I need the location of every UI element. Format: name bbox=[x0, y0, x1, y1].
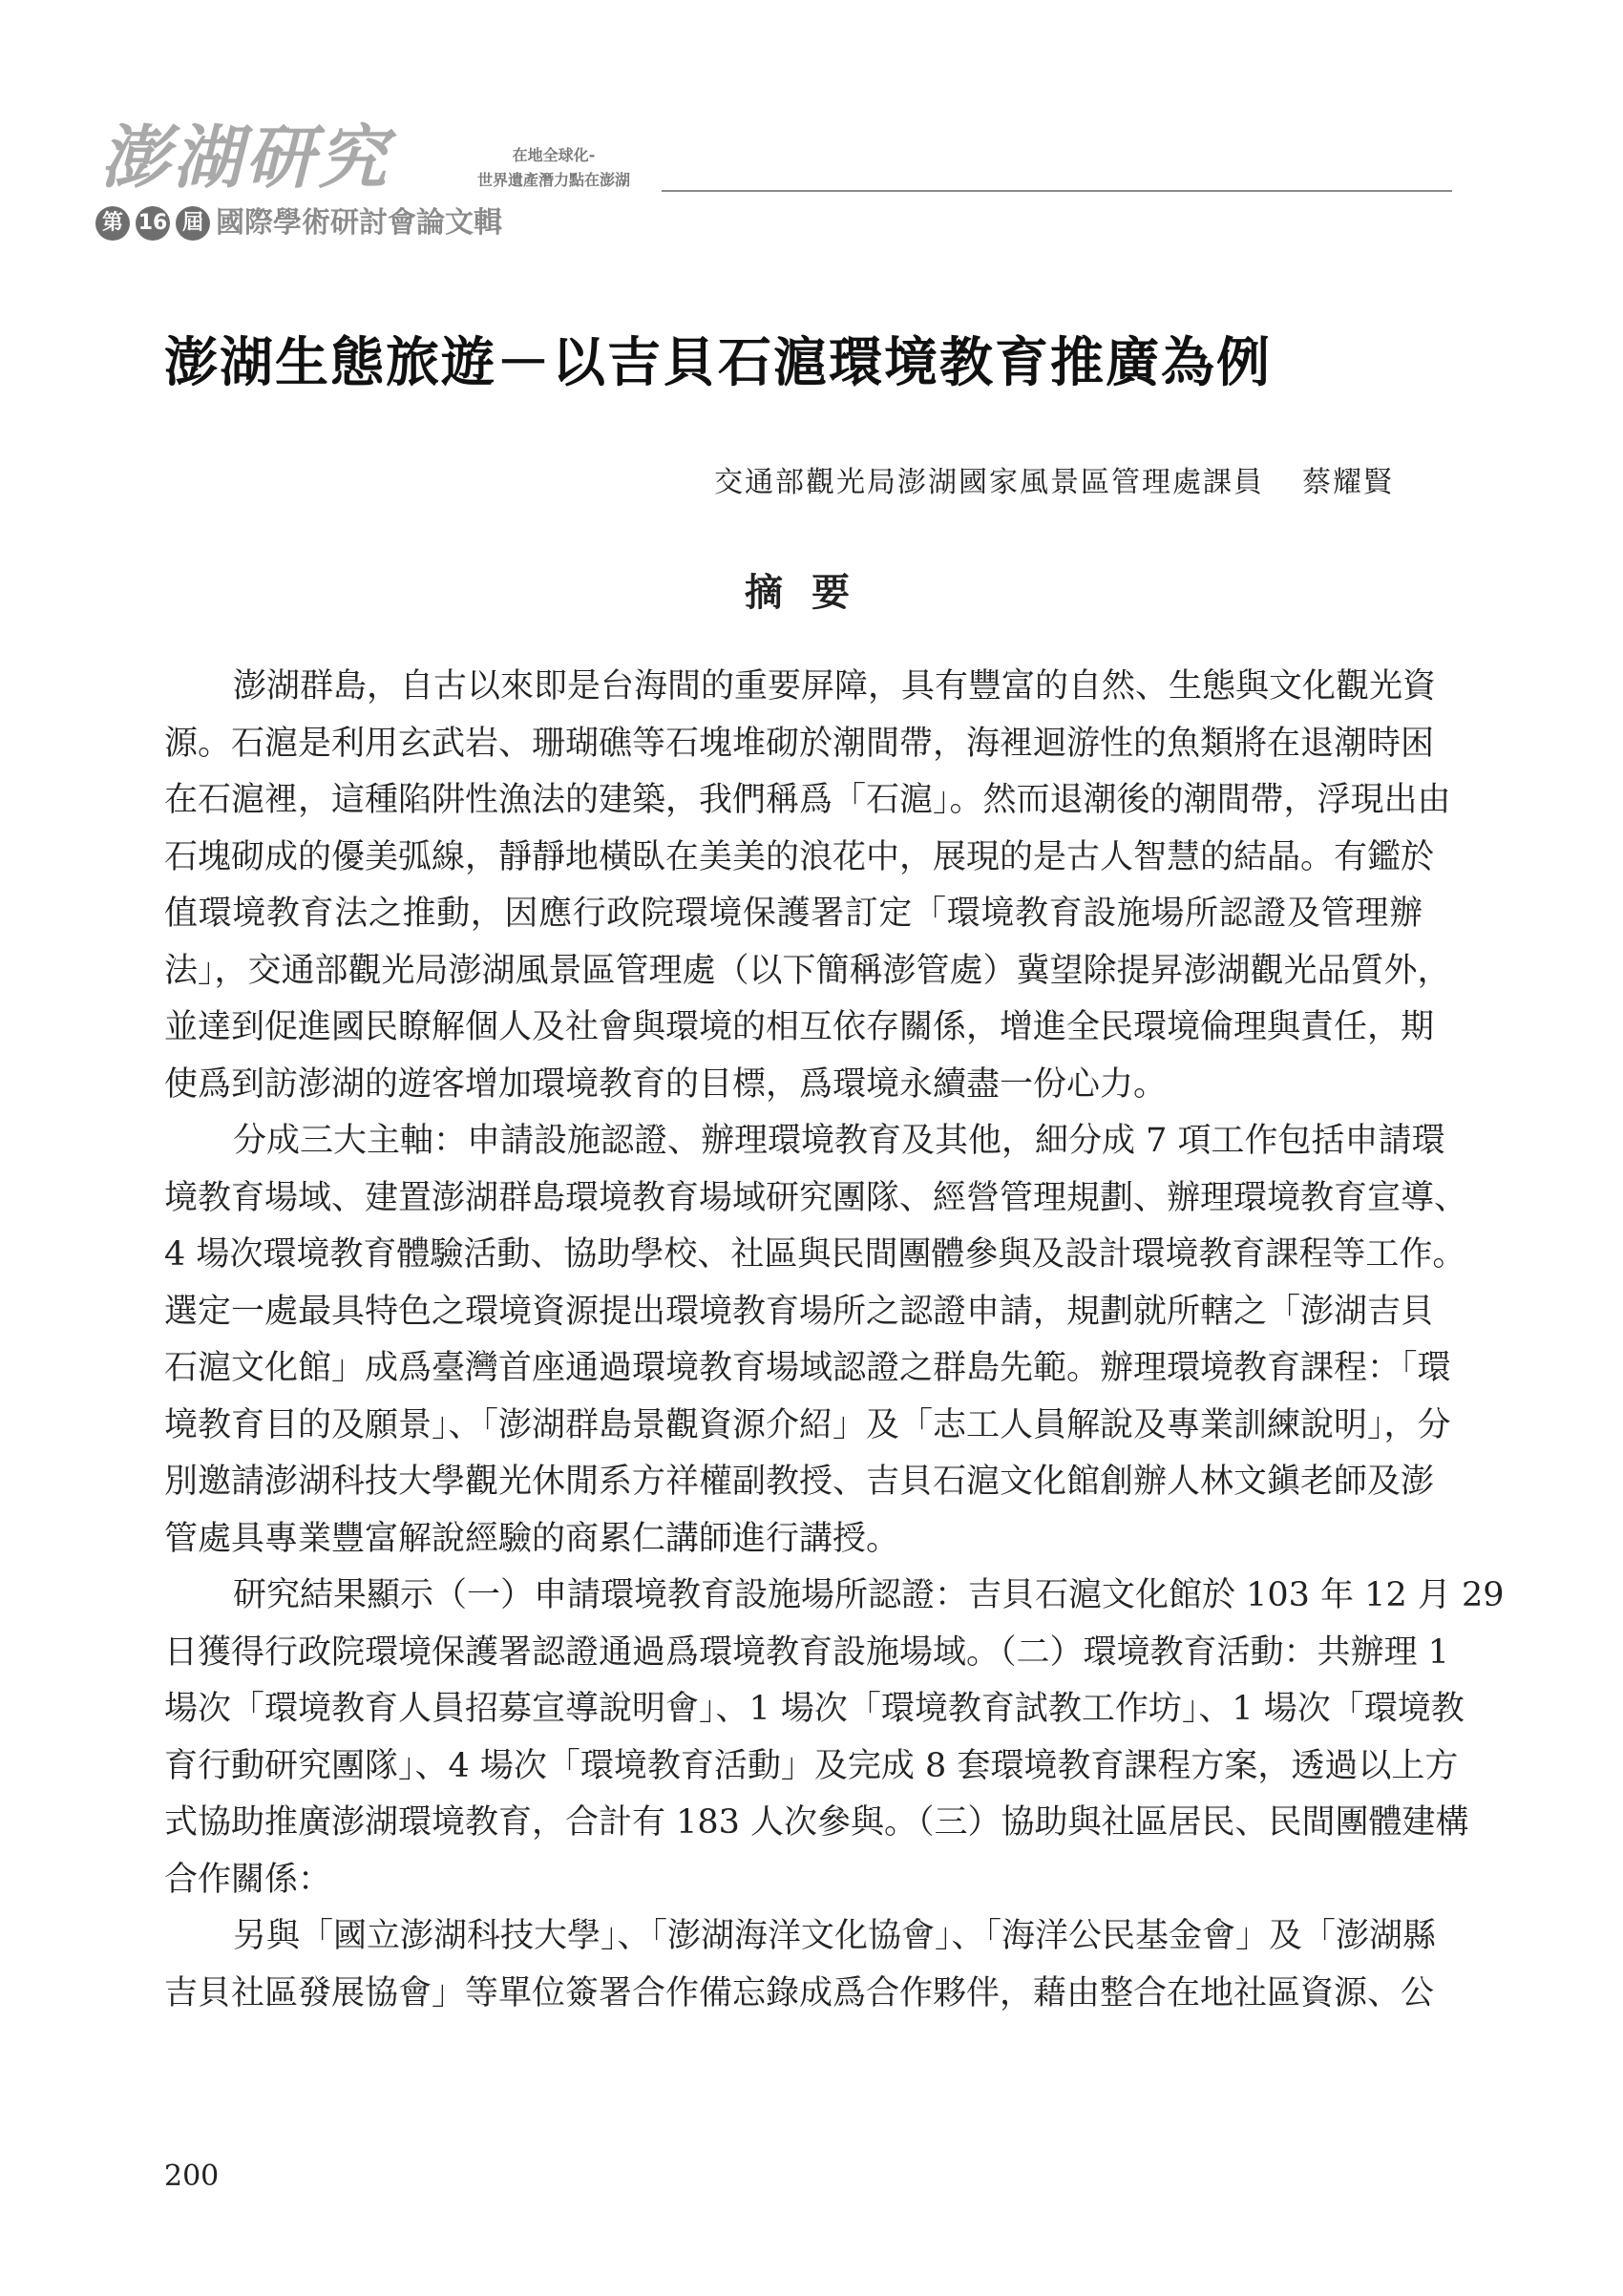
text-line: 並達到促進國民瞭解個人及社會與環境的相互依存關係，增進全民環境倫理與責任，期 bbox=[164, 1008, 1435, 1046]
author-line bbox=[714, 464, 1394, 502]
paragraph bbox=[164, 1113, 1468, 1568]
text-line: 分成三大主軸：申請設施認證、辦理環境教育及其他，細分成 7 項工作包括申請環 bbox=[233, 1122, 1445, 1160]
paper-title: 澎湖生態旅遊－以吉貝石滬環境教育推廣為例 bbox=[164, 331, 1272, 394]
text-line: 法」，交通部觀光局澎湖風景區管理處（以下簡稱澎管處）冀望除提昇澎湖觀光品質外， bbox=[164, 951, 1451, 990]
text-line: 日獲得行政院環境保護署認證通過爲環境教育設施場域。（二）環境教育活動：共辦理 1 bbox=[164, 1632, 1449, 1672]
edition-banner bbox=[95, 204, 502, 242]
text-line: 另與「國立澎湖科技大學」、「澎湖海洋文化協會」、「海洋公民基金會」及「澎湖縣 bbox=[233, 1917, 1437, 1955]
edition-suffix: 屆 bbox=[176, 206, 210, 241]
paragraph bbox=[164, 1568, 1505, 1908]
abstract-body bbox=[164, 659, 1505, 2022]
text-line: 選定一處最具特色之環境資源提出環境教育場所之認證申請，規劃就所轄之「澎湖吉貝 bbox=[164, 1292, 1435, 1331]
abstract-heading: 摘要 bbox=[745, 570, 878, 615]
text-line: 在石滬裡，這種陷阱性漁法的建築，我們稱爲「石滬」。然而退潮後的潮間帶，浮現出由 bbox=[164, 781, 1451, 819]
edition-number: 16 bbox=[136, 206, 170, 241]
edition-title: 國際學術研討會論文輯 bbox=[216, 206, 502, 240]
text-line: 管處具專業豐富解說經驗的商累仁講師進行講授。 bbox=[164, 1519, 900, 1558]
paragraph bbox=[164, 659, 1451, 1113]
text-line: 石塊砌成的優美弧線，靜靜地橫臥在美美的浪花中，展現的是古人智慧的結晶。有鑑於 bbox=[164, 837, 1435, 876]
text-line: 場次「環境教育人員招募宣導說明會」、1 場次「環境教育試教工作坊」、1 場次「環境教 bbox=[164, 1690, 1465, 1728]
text-line: 使爲到訪澎湖的遊客增加環境教育的目標，爲環境永續盡一份心力。 bbox=[164, 1064, 1168, 1104]
author-name: 蔡耀賢 bbox=[1302, 466, 1394, 499]
slogan-line-1: 在地全球化- bbox=[512, 146, 596, 164]
text-line: 式協助推廣澎湖環境教育，合計有 183 人次參與。（三）協助與社區居民、民間團體建構 bbox=[164, 1803, 1469, 1842]
header-rule bbox=[662, 190, 1452, 192]
text-line: 4 場次環境教育體驗活動、協助學校、社區與民間團體參與及設計環境教育課程等工作。 bbox=[164, 1235, 1466, 1274]
edition-prefix: 第 bbox=[95, 206, 130, 241]
text-line: 澎湖群島，自古以來即是台海間的重要屏障，具有豐富的自然、生態與文化觀光資 bbox=[233, 667, 1437, 706]
text-line: 境教育場域、建置澎湖群島環境教育場域研究團隊、經營管理規劃、辦理環境教育宣導、 bbox=[164, 1178, 1468, 1217]
text-line: 境教育目的及願景」、「澎湖群島景觀資源介紹」及「志工人員解說及專業訓練說明」，分 bbox=[164, 1405, 1451, 1444]
conference-slogan bbox=[477, 143, 630, 193]
text-line: 育行動研究團隊」、4 場次「環境教育活動」及完成 8 套環境教育課程方案，透過以上方 bbox=[164, 1746, 1459, 1785]
text-line: 源。石滬是利用玄武岩、珊瑚礁等石塊堆砌於潮間帶，海裡迴游性的魚類將在退潮時困 bbox=[164, 724, 1435, 763]
journal-logo: 澎湖研究 bbox=[100, 116, 391, 198]
text-line: 合作關係： bbox=[164, 1860, 332, 1899]
paragraph bbox=[164, 1908, 1437, 2022]
page-number: 200 bbox=[164, 2159, 220, 2193]
text-line: 研究結果顯示（一）申請環境教育設施場所認證：吉貝石滬文化館於 103 年 12 月 29 bbox=[233, 1576, 1505, 1614]
text-line: 值環境教育法之推動，因應行政院環境保護署訂定「環境教育設施場所認證及管理辦 bbox=[164, 895, 1423, 933]
slogan-line-2: 世界遺產潛力點在澎湖 bbox=[477, 171, 631, 189]
text-line: 吉貝社區發展協會」等單位簽署合作備忘錄成爲合作夥伴，藉由整合在地社區資源、公 bbox=[164, 1973, 1435, 2012]
text-line: 石滬文化館」成爲臺灣首座通過環境教育場域認證之群島先範。辦理環境教育課程：「環 bbox=[164, 1349, 1451, 1387]
text-line: 別邀請澎湖科技大學觀光休閒系方祥權副教授、吉貝石滬文化館創辦人林文鎭老師及澎 bbox=[164, 1463, 1435, 1501]
author-affiliation: 交通部觀光局澎湖國家風景區管理處課員 bbox=[714, 466, 1264, 499]
